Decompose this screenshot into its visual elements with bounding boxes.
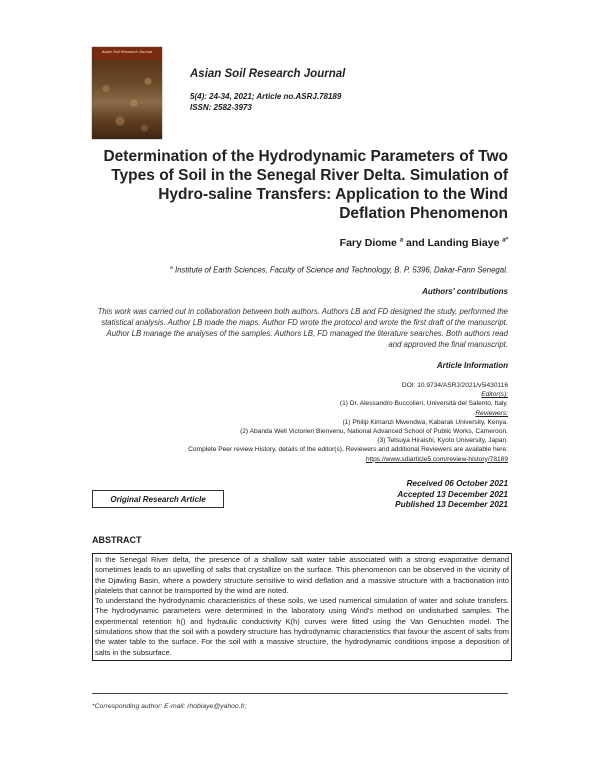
editors-label: Editor(s):: [481, 391, 508, 399]
author-list: [340, 237, 508, 249]
article-information-heading: Article Information: [436, 361, 508, 370]
journal-issn: ISSN: 2582-3973: [190, 103, 252, 112]
affiliation: [170, 265, 508, 275]
affiliation-text: Institute of Earth Sciences, Faculty of Science and Technology, B. P. 5396, Dakar-Fann Senegal.: [174, 265, 508, 275]
journal-cover-image: [92, 47, 162, 139]
review-history-note: Complete Peer review History, details of the editor(s), Reviewers and additional Reviewers are available here:: [188, 446, 508, 454]
footnote-divider: [92, 693, 508, 694]
author-name: Fary Diome: [339, 237, 397, 249]
article-information: [78, 381, 508, 464]
author-name: Landing Biaye: [427, 237, 500, 249]
contributions-text: This work was carried out in collaboration between both authors. Authors LB and FD designed the study, performed the statistical analysis. Author LB made the maps. Author FD wrote the protocol and wrote the first draft of the manuscript. Author LB manage the analyses of the samples. Authors LB, FD managed the literature searches. Both authors read and approved the final manuscript.: [97, 307, 508, 349]
author-superscript: a: [399, 237, 404, 244]
abstract-box: [92, 553, 512, 661]
received-date: Received 06 October 2021: [406, 479, 508, 488]
reviewers-label: Reviewers:: [475, 409, 508, 417]
cover-title: Asian Soil Research Journal: [101, 49, 153, 54]
journal-volume: 5(4): 24-34, 2021; Article no.ASRJ.78189: [190, 92, 342, 101]
review-history-link[interactable]: https://www.sdiarticle5.com/review-history/78189: [365, 455, 508, 463]
cover-grain-texture: [92, 67, 162, 139]
article-type: Original Research Article: [110, 494, 206, 504]
doi: DOI: 10.9734/ASRJ/2021/v5i430116: [401, 382, 508, 389]
reviewer-entry: (2) Abanda Well Victorien Bienvenu, National Advanced School of Public Works, Cameroon.: [240, 428, 508, 436]
affiliation-superscript: a: [170, 265, 173, 271]
contributions-heading: Authors' contributions: [422, 287, 508, 296]
reviewer-entry: (3) Tetsuya Hiraishi, Kyoto University, Japan.: [377, 437, 508, 445]
published-date: Published 13 December 2021: [395, 500, 508, 509]
abstract-paragraph: In the Senegal River delta, the presence of a shallow salt water table associated with a strong evaporative demand sometimes leads to an upwelling of salts that crystallize on the surface. This phenomenon can be observed in the vicinity of the Djawling Basin, where a powdery structure sensitive to wind deflation and a massive structure with a fractionation into platelets that cannot be transported by the wind are noted.: [95, 555, 509, 595]
publication-dates: [395, 479, 508, 511]
abstract-heading: ABSTRACT: [92, 535, 142, 545]
editor-entry: (1) Dr. Alessandro Buccolieri, Università del Salento, Italy.: [339, 400, 508, 408]
article-title: Determination of the Hydrodynamic Parameters of Two Types of Soil in the Senegal River Delta. Simulation of Hydro-saline Transfers: Application to the Wind Deflation Phenomenon: [103, 148, 508, 222]
accepted-date: Accepted 13 December 2021: [397, 489, 508, 499]
abstract-paragraph: To understand the hydrodynamic characteristics of these soils, we used numerical simulation of water and solute transfers. The hydrodynamic parameters were determined in the laboratory using Wind's method on undisturbed samples. The experimental retention h() and hydraulic conductivity K(h) curves were fitted using the Van Genuchten model. The simulations show that the soil with a powdery structure has hydrodynamic characteristics that favour the ascent of salts from the water table to the surface. For the soil with a massive structure, the hydrodynamic conditions impose a deposition of salts in the subsurface.: [95, 596, 509, 657]
reviewer-entry: (1) Philip Kimanzi Mwendwa, Kabarak University, Kenya.: [342, 418, 508, 426]
author-conjunction: and: [406, 237, 425, 249]
journal-title: Asian Soil Research Journal: [190, 68, 346, 80]
article-type-box: [92, 490, 224, 508]
corresponding-author-footnote: *Corresponding author: E-mail: rhobiaye@yahoo.fr;: [92, 703, 247, 710]
author-superscript: a*: [502, 237, 508, 244]
